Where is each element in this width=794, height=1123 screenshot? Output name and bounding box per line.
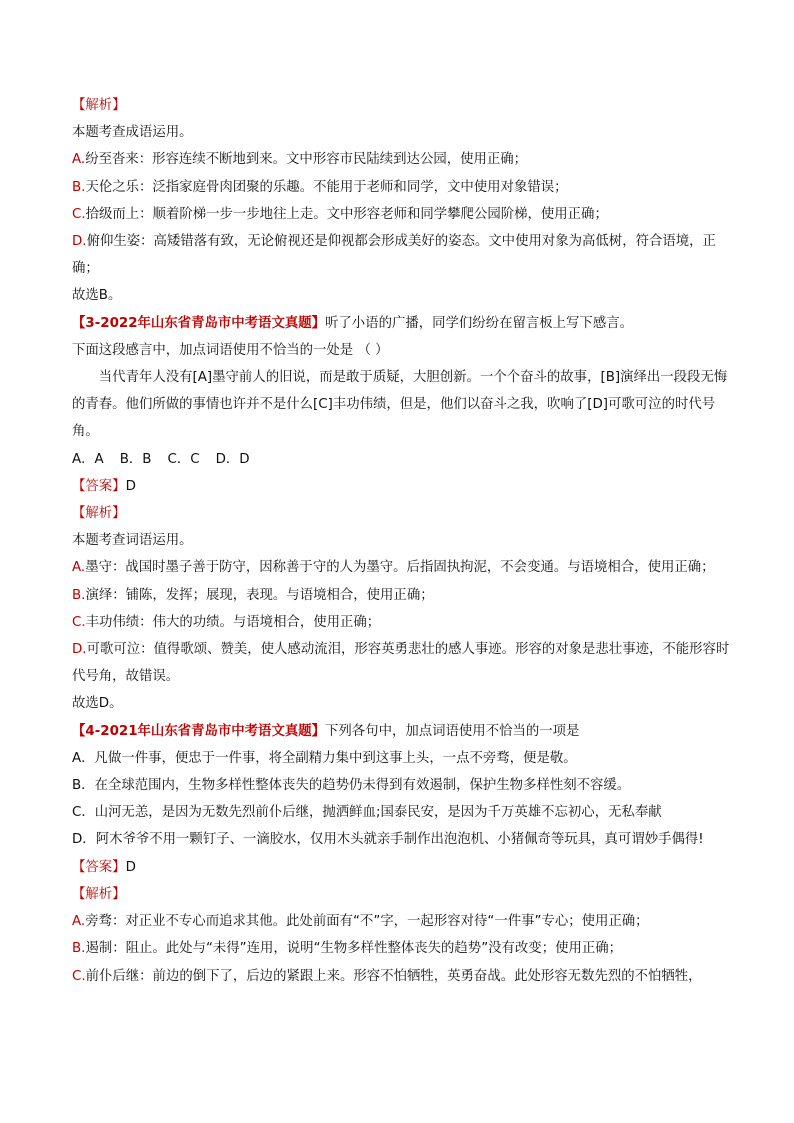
- question-4-item-a: [72, 908, 736, 935]
- question-4-option-a: A．凡做一件事，便忠于一件事，将全副精力集中到这事上头，一点不旁骛，便是敬。: [72, 750, 577, 766]
- answer-label: 【答案】: [72, 859, 126, 875]
- answer-value: D: [125, 859, 136, 875]
- option-d: D．D: [215, 451, 250, 467]
- item-prefix: D.: [72, 234, 87, 250]
- item-prefix: C.: [72, 968, 86, 984]
- item-prefix: C.: [72, 614, 86, 630]
- question-3-passage: 当代青年人没有[A]墨守前人的旧说，而是敢于质疑，大胆创新。一个个奋斗的故事，[B]演绎出一段段无悔的青春。他们所做的事情也许并不是什么[C]丰功伟绩，但是，他们以奋斗之我，吹响了[D]可歌可泣的时代号角。: [72, 370, 728, 440]
- question-3-item-c: [72, 609, 736, 636]
- item-text: 纷至沓来：形容连续不断地到来。文中形容市民陆续到达公园，使用正确；: [85, 152, 528, 168]
- item-text: 旁骛：对正业不专心而追求其他。此处前面有“不”字，一起形容对待“一件事”专心；使用正确；: [85, 914, 649, 930]
- question-4-option-c: C．山河无恙，是因为无数先烈前仆后继，抛洒鲜血;国泰民安，是因为千万英雄不忘初心，无私奉献: [72, 805, 662, 821]
- question-3-analysis-intro: 本题考查词语运用。: [72, 533, 193, 549]
- item-text: 拾级而上：顺着阶梯一步一步地往上走。文中形容老师和同学攀爬公园阶梯，使用正确；: [85, 206, 608, 222]
- item-text: 天伦之乐：泛指家庭骨肉团聚的乐趣。不能用于老师和同学，文中使用对象错误；: [85, 179, 568, 195]
- analysis-item-d: [72, 228, 736, 282]
- question-4-option-d: D．阿木爷爷不用一颗钉子、一滴胶水，仅用木头就亲手制作出泡泡机、小猪佩奇等玩具，真可谓妙手偶得!: [72, 832, 704, 848]
- question-4-option-b: B．在全球范围内，生物多样性整体丧失的趋势仍未得到有效遏制，保护生物多样性刻不容缓。: [72, 778, 631, 794]
- item-prefix: B.: [72, 587, 86, 603]
- question-3-item-a: [72, 554, 736, 581]
- analysis-conclusion: 故选B。: [72, 288, 122, 304]
- item-text: 俯仰生姿：高矮错落有致，无论俯视还是仰视都会形成美好的姿态。文中使用对象为高低树，符合语境，正确；: [72, 234, 716, 277]
- option-c: C．C: [167, 451, 200, 467]
- analysis-item-c: [72, 201, 736, 228]
- item-text: 丰功伟绩：伟大的功绩。与语境相合，使用正确；: [85, 614, 381, 630]
- item-prefix: A.: [72, 152, 86, 168]
- analysis-intro: 本题考查成语运用。: [72, 125, 193, 141]
- item-prefix: D.: [72, 642, 87, 658]
- option-b: B．B: [119, 451, 152, 467]
- item-prefix: C.: [72, 206, 86, 222]
- question-3-options: [72, 446, 736, 473]
- item-text: 可歌可泣：值得歌颂、赞美，使人感动流泪，形容英勇悲壮的感人事迹。形容的对象是悲壮事迹，不能形容时代号角，故错误。: [72, 642, 730, 685]
- item-text: 演绎：铺陈，发挥；展现，表现。与语境相合，使用正确；: [85, 587, 434, 603]
- question-3-stem: 下面这段感言中，加点词语使用不恰当的一处是 （ ）: [72, 342, 389, 358]
- question-3-analysis-label: 【解析】: [72, 506, 126, 522]
- item-prefix: A.: [72, 560, 86, 576]
- item-text: 前仆后继：前边的倒下了，后边的紧跟上来。形容不怕牺牲，英勇奋战。此处形容无数先烈的不怕牺牲，: [85, 968, 702, 984]
- item-prefix: A.: [72, 914, 86, 930]
- question-3-item-d: [72, 636, 736, 690]
- question-source: 【4-2021年山东省青岛市中考语文真题】: [72, 723, 326, 739]
- question-3-answer: [72, 473, 736, 500]
- question-4-header: [72, 718, 736, 745]
- answer-value: D: [125, 478, 136, 494]
- question-source: 【3-2022年山东省青岛市中考语文真题】: [72, 315, 326, 331]
- item-prefix: B.: [72, 941, 86, 957]
- item-text: 墨守：战国时墨子善于防守，因称善于守的人为墨守。后指固执拘泥，不会变通。与语境相合，使用正确；: [85, 560, 715, 576]
- question-3-header: [72, 310, 736, 337]
- question-stem: 听了小语的广播，同学们纷纷在留言板上写下感言。: [325, 315, 633, 331]
- item-text: 遏制：阻止。此处与“未得”连用，说明“生物多样性整体丧失的趋势”没有改变；使用正确；: [85, 941, 623, 957]
- question-4-item-c: [72, 963, 736, 990]
- analysis-item-b: [72, 174, 736, 201]
- answer-label: 【答案】: [72, 478, 126, 494]
- question-4-item-b: [72, 935, 736, 962]
- question-4-answer: [72, 854, 736, 881]
- question-3-conclusion: 故选D。: [72, 696, 123, 712]
- question-3-item-b: [72, 582, 736, 609]
- question-stem: 下列各句中，加点词语使用不恰当的一项是: [325, 723, 580, 739]
- item-prefix: B.: [72, 179, 86, 195]
- analysis-label: 【解析】: [72, 98, 126, 113]
- page-content: [72, 92, 736, 990]
- question-4-analysis-label: 【解析】: [72, 886, 126, 902]
- analysis-item-a: [72, 146, 736, 173]
- option-a: A．A: [72, 451, 104, 467]
